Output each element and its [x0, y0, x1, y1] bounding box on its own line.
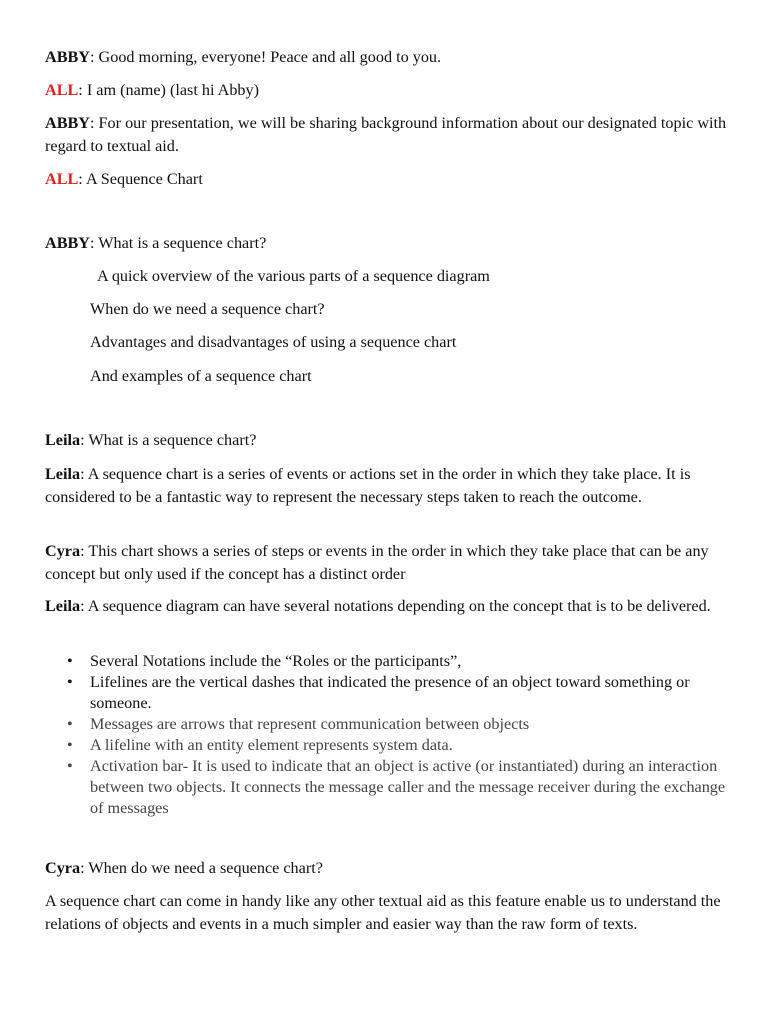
line-text: : A sequence chart is a series of events or actions set in the order in which they take place. It is considered to be a fantastic way to represent the necessary steps taken to reach the outcome.	[45, 465, 691, 506]
line-text: : When do we need a sequence chart?	[80, 859, 323, 877]
line-text: : A sequence diagram can have several notations depending on the concept that is to be delivered.	[80, 597, 711, 615]
line-text: : What is a sequence chart?	[89, 234, 267, 252]
script-line-abby-greeting	[45, 46, 728, 69]
speaker-label: Cyra	[45, 542, 81, 560]
line-text: : Good morning, everyone! Peace and all good to you.	[89, 48, 442, 66]
line-text: : For our presentation, we will be sharing background information about our designated topic with regard to textual aid.	[45, 114, 727, 155]
list-item	[45, 672, 728, 714]
notation-bullet-list	[45, 651, 728, 819]
script-line-leila-definition	[45, 463, 728, 508]
list-item	[45, 756, 728, 819]
speaker-label: ALL	[45, 81, 79, 99]
speaker-label: ABBY	[45, 114, 90, 132]
speaker-label: ABBY	[45, 48, 90, 66]
bullet-icon: •	[67, 715, 73, 733]
speaker-label: ABBY	[45, 234, 90, 252]
script-line-all-intro	[45, 79, 728, 102]
speaker-label: Leila	[45, 597, 81, 615]
script-line-abby-question	[45, 232, 728, 255]
speaker-label: Leila	[45, 431, 81, 449]
bullet-text: Several Notations include the “Roles or the participants”,	[90, 652, 462, 670]
script-line-abby-presentation	[45, 112, 728, 157]
script-line-cyra-question	[45, 857, 728, 880]
line-text: : What is a sequence chart?	[80, 431, 257, 449]
agenda-item: Advantages and disadvantages of using a sequence chart	[90, 333, 457, 351]
list-item	[45, 714, 728, 735]
script-line-leila-notations	[45, 595, 728, 618]
speaker-label: Cyra	[45, 859, 81, 877]
line-text: : A Sequence Chart	[78, 170, 203, 188]
bullet-icon: •	[67, 652, 73, 670]
agenda-item: When do we need a sequence chart?	[90, 300, 325, 318]
closing-paragraph: A sequence chart can come in handy like any other textual aid as this feature enable us to understand the relations of objects and events in a much simpler and easier way than the raw form of texts.	[45, 892, 721, 933]
bullet-icon: •	[67, 757, 73, 775]
list-item	[45, 735, 728, 756]
speaker-label: ALL	[45, 170, 79, 188]
script-line-cyra-chart	[45, 540, 728, 585]
bullet-icon: •	[67, 736, 73, 754]
script-line-leila-question	[45, 429, 728, 452]
bullet-icon: •	[67, 673, 73, 691]
line-text: : I am (name) (last hi Abby)	[78, 81, 260, 99]
list-item	[45, 651, 728, 672]
line-text: : This chart shows a series of steps or events in the order in which they take place that can be any concept but only used if the concept has a distinct order	[45, 542, 709, 583]
speaker-label: Leila	[45, 465, 81, 483]
bullet-text: Activation bar- It is used to indicate that an object is active (or instantiated) during an interaction between two objects. It connects the message caller and the message receiver during the exchange of messages	[90, 757, 726, 817]
agenda-item: And examples of a sequence chart	[90, 367, 312, 385]
bullet-text: A lifeline with an entity element represents system data.	[90, 736, 453, 754]
script-line-all-topic	[45, 168, 728, 191]
bullet-text: Lifelines are the vertical dashes that indicated the presence of an object toward something or someone.	[90, 673, 690, 712]
bullet-text: Messages are arrows that represent communication between objects	[90, 715, 530, 733]
agenda-item: A quick overview of the various parts of a sequence diagram	[97, 267, 490, 285]
